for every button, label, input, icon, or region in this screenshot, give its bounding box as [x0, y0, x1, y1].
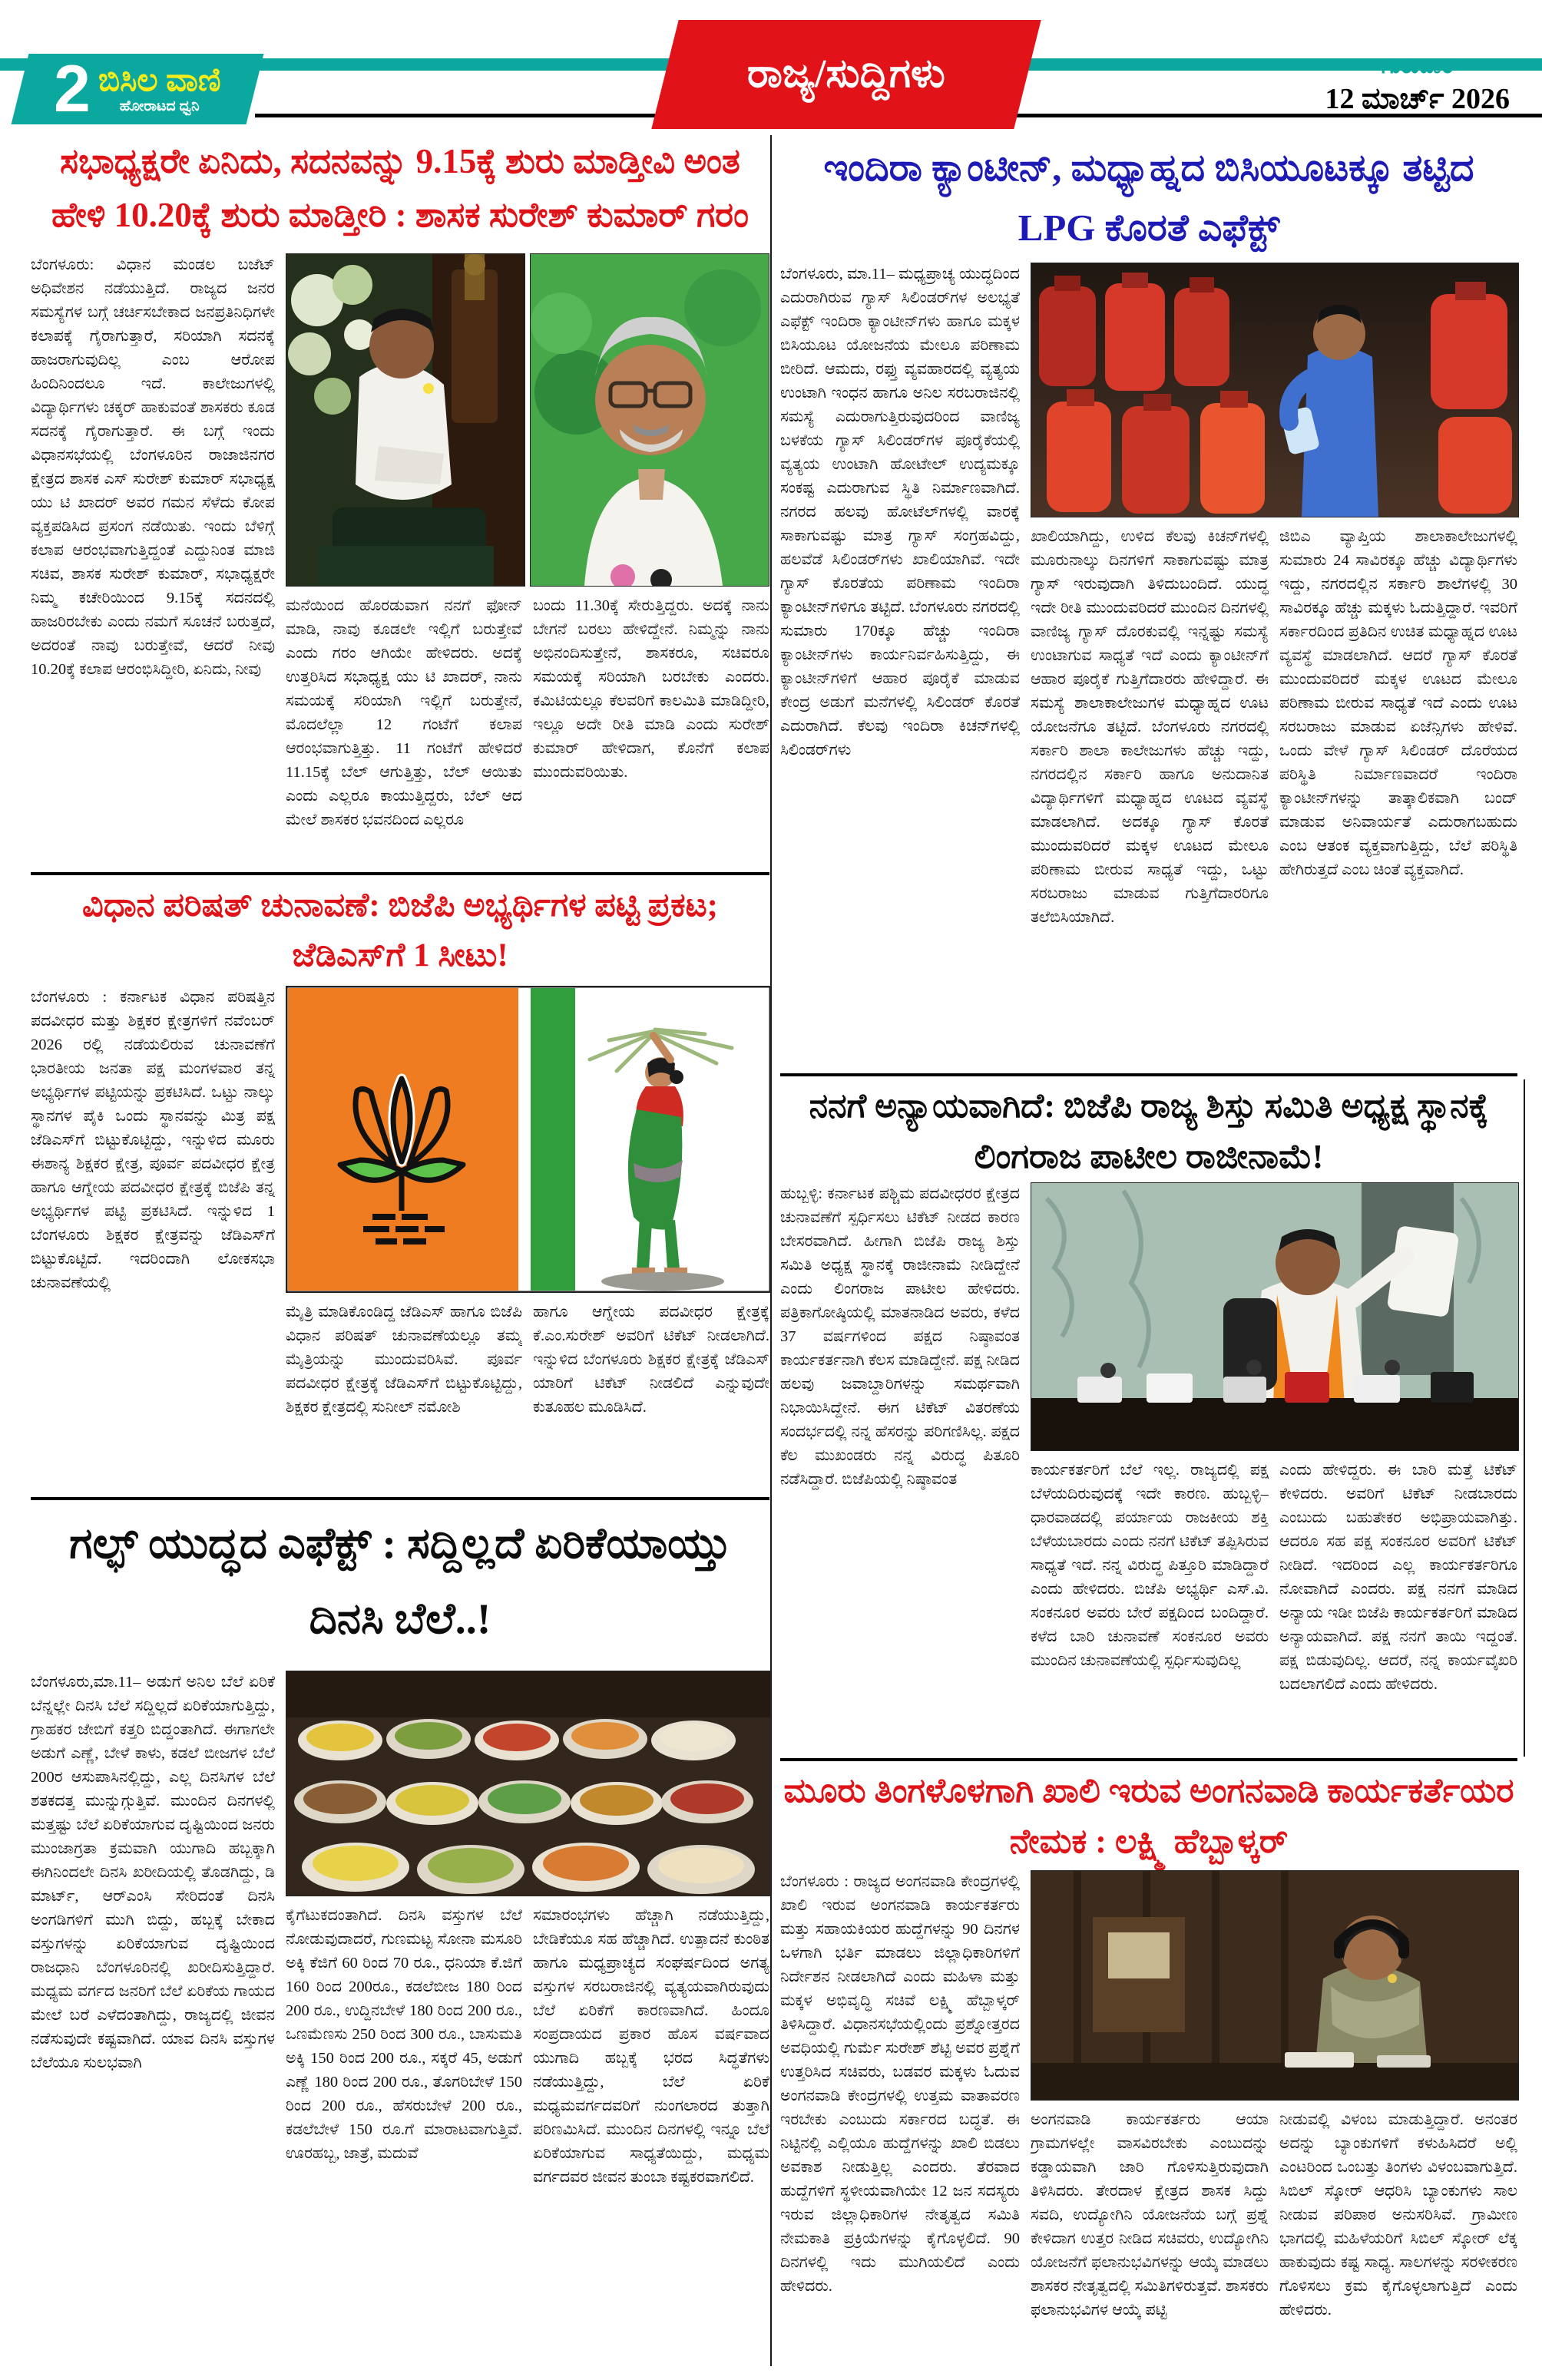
right-edge-rule: [1524, 1079, 1525, 1757]
section-banner: [651, 20, 1041, 129]
article-column: ಕಾರ್ಯಕರ್ತರಿಗೆ ಬೆಲೆ ಇಲ್ಲ. ರಾಜ್ಯದಲ್ಲಿ ಪಕ್ಷ ಬೆಳೆಯದಿರುವುದಕ್ಕೆ ಇದೇ ಕಾರಣ. ಹುಬ್ಬಳ್ಳಿ–ಧಾರವಾಡದಲ್ಲಿ ಪರ್ಯಾಯ ರಾಜಕೀಯ ಶಕ್ತಿ ಬೆಳೆಯಬಾರದು ಎಂದು ನನಗೆ ಟಿಕೆಟ್ ತಪ್ಪಿಸಿರುವ ಸಾಧ್ಯತೆ ಇದೆ. ನನ್ನ ವಿರುದ್ಧ ಪಿತ್ತೂರಿ ಮಾಡಿದ್ದಾರೆ ಎಂದು ಹೇಳಿದರು. ಬಿಜೆಪಿ ಅಭ್ಯರ್ಥಿ ಎಸ್.ವಿ. ಸಂಕನೂರ ಅವರು ಬೇರೆ ಪಕ್ಷದಿಂದ ಬಂದಿದ್ದಾರೆ. ಕಳೆದ ಬಾರಿ ಚುನಾವಣೆ ಸಂಕನೂರ ಅವರು ಮುಂದಿನ ಚುನಾವಣೆಯಲ್ಲಿ ಸ್ಪರ್ಧಿಸುವುದಿಲ್ಲ: [1031, 1462, 1269, 1669]
lingaraj-patil-press-meet-photo: [1031, 1182, 1519, 1451]
masthead-tagline: ಹೋರಾಟದ ಧ್ವನಿ: [119, 98, 200, 114]
article-column: ಬೆಂಗಳೂರು : ರಾಜ್ಯದ ಅಂಗನವಾಡಿ ಕೇಂದ್ರಗಳಲ್ಲಿ ಖಾಲಿ ಇರುವ ಅಂಗನವಾಡಿ ಕಾರ್ಯಕರ್ತರು ಮತ್ತು ಸಹಾಯಕಿಯರ ಹುದ್ದೆಗಳನ್ನು 90 ದಿನಗಳ ಒಳಗಾಗಿ ಭರ್ತಿ ಮಾಡಲು ಜಿಲ್ಲಾಧಿಕಾರಿಗಳಿಗೆ ನಿರ್ದೇಶನ ನೀಡಲಾಗಿದೆ ಎಂದು ಮಹಿಳಾ ಮತ್ತು ಮಕ್ಕಳ ಅಭಿವೃದ್ಧಿ ಸಚಿವೆ ಲಕ್ಷ್ಮಿ ಹೆಬ್ಬಾಳ್ಕರ್ ತಿಳಿಸಿದ್ದಾರೆ. ವಿಧಾನಸಭೆಯಲ್ಲಿಂದು ಪ್ರಶ್ನೋತ್ತರದ ಅವಧಿಯಲ್ಲಿ ಗುರ್ಮೆ ಸುರೇಶ್ ಶೆಟ್ಟಿ ಅವರ ಪ್ರಶ್ನೆಗೆ ಉತ್ತರಿಸಿದ ಸಚಿವರು, ಬಡವರ ಮಕ್ಕಳು ಓದುವ ಅಂಗನವಾಡಿ ಕೇಂದ್ರಗಳಲ್ಲಿ ಉತ್ತಮ ವಾತಾವರಣ ಇರಬೇಕು ಎಂಬುದು ಸರ್ಕಾರದ ಬದ್ಧತೆ. ಈ ನಿಟ್ಟಿನಲ್ಲಿ ಎಲ್ಲಿಯೂ ಹುದ್ದೆಗಳನ್ನು ಖಾಲಿ ಬಿಡಲು ಅವಕಾಶ ನೀಡುತ್ತಿಲ್ಲ ಎಂದರು. ತೆರವಾದ ಹುದ್ದೆಗಳಿಗೆ ಸ್ಥಳೀಯವಾಗಿಯೇ 12 ಜನ ಸದಸ್ಯರು ಇರುವ ಜಿಲ್ಲಾಧಿಕಾರಿಗಳ ನೇತೃತ್ವದ ಸಮಿತಿ ನೇಮಕಾತಿ ಪ್ರಕ್ರಿಯೆಗಳನ್ನು ಕೈಗೊಳ್ಳಲಿದೆ. 90 ದಿನಗಳಲ್ಲಿ ಇದು ಮುಗಿಯಲಿದೆ ಎಂದು ಹೇಳಿದರು.: [780, 1873, 1020, 2295]
article-lpg-shortage: [780, 138, 1517, 1066]
section-divider: [31, 872, 769, 875]
article-column: ಬೆಂಗಳೂರು, ಮಾ.11– ಮಧ್ಯಪ್ರಾಚ್ಯ ಯುದ್ಧದಿಂದ ಎದುರಾಗಿರುವ ಗ್ಯಾಸ್ ಸಿಲಿಂಡರ್‌ಗಳ ಅಲಭ್ಯತೆ ಎಫೆಕ್ಟ್ ಇಂದಿರಾ ಕ್ಯಾಂಟೀನ್‌ಗಳು ಹಾಗೂ ಮಕ್ಕಳ ಬಿಸಿಯೂಟ ಯೋಜನೆಯ ಮೇಲೂ ಪರಿಣಾಮ ಬೀರಿದೆ. ಆಮದು, ರಫ್ತು ವ್ಯವಹಾರದಲ್ಲಿ ವ್ಯತ್ಯಯ ಉಂಟಾಗಿ ಇಂಧನ ಹಾಗೂ ಅನಿಲ ಸರಬರಾಜಿನಲ್ಲಿ ಸಮಸ್ಯೆ ಎದುರಾಗುತ್ತಿರುವುದರಿಂದ ವಾಣಿಜ್ಯ ಬಳಕೆಯ ಗ್ಯಾಸ್ ಸಿಲಿಂಡರ್‌ಗಳ ಪೂರೈಕೆಯಲ್ಲಿ ವ್ಯತ್ಯಯ ಉಂಟಾಗಿ ಹೋಟೇಲ್ ಉದ್ಯಮಕ್ಕೂ ಸಂಕಷ್ಟ ಎದುರಾಗುವ ಸ್ಥಿತಿ ನಿರ್ಮಾಣವಾಗಿದೆ. ನಗರದ ಹಲವು ಹೋಟೆಲ್‌ಗಳಲ್ಲಿ ವಾರಕ್ಕೆ ಸಾಕಾಗುವಷ್ಟು ಮಾತ್ರ ಗ್ಯಾಸ್ ಸಂಗ್ರಹವಿದ್ದು, ಹಲವೆಡೆ ಸಿಲಿಂಡರ್‌ಗಳು ಖಾಲಿಯಾಗಿವೆ. ಇದೇ ಗ್ಯಾಸ್ ಕೊರತೆಯ ಪರಿಣಾಮ ಇಂದಿರಾ ಕ್ಯಾಂಟೀನ್‌ಗಳಿಗೂ ತಟ್ಟಿದೆ. ಬೆಂಗಳೂರು ನಗರದಲ್ಲಿ ಸುಮಾರು 170ಕ್ಕೂ ಹೆಚ್ಚು ಇಂದಿರಾ ಕ್ಯಾಂಟೀನ್‌ಗಳು ಕಾರ್ಯನಿರ್ವಹಿಸುತ್ತಿದ್ದು, ಈ ಕ್ಯಾಂಟೀನ್‌ಗಳಿಗೆ ಆಹಾರ ಪೂರೈಕೆ ಮಾಡುವ ಕೇಂದ್ರ ಅಡುಗೆ ಮನೆಗಳಲ್ಲಿ ಸಿಲಿಂಡರ್ ಕೊರತೆ ಎದುರಾಗಿದೆ. ಕೆಲವು ಇಂದಿರಾ ಕಿಚನ್‌ಗಳಲ್ಲಿ ಸಿಲಿಂಡರ್‌ಗಳು: [780, 266, 1020, 759]
article-column: ಬೆಂಗಳೂರು: ವಿಧಾನ ಮಂಡಲ ಬಜೆಟ್ ಅಧಿವೇಶನ ನಡೆಯುತ್ತಿದೆ. ರಾಜ್ಯದ ಜನರ ಸಮಸ್ಯೆಗಳ ಬಗ್ಗೆ ಚರ್ಚಿಸಬೇಕಾದ ಜನಪ್ರತಿನಿಧಿಗಳೇ ಕಲಾಪಕ್ಕೆ ಗೈರಾಗುತ್ತಾರೆ, ಸರಿಯಾಗಿ ಸದನಕ್ಕೆ ಹಾಜರಾಗುವುದಿಲ್ಲ ಎಂಬ ಆರೋಪ ಹಿಂದಿನಿಂದಲೂ ಇದೆ. ಕಾಲೇಜುಗಳಲ್ಲಿ ವಿದ್ಯಾರ್ಥಿಗಳು ಚಕ್ಕರ್ ಹಾಕುವಂತೆ ಶಾಸಕರು ಕೂಡ ಸದನಕ್ಕೆ ಗೈರಾಗುತ್ತಾರೆ. ಈ ಬಗ್ಗೆ ಇಂದು ವಿಧಾನಸಭೆಯಲ್ಲಿ ಬೆಂಗಳೂರಿನ ರಾಜಾಜಿನಗರ ಕ್ಷೇತ್ರದ ಶಾಸಕ ಎಸ್ ಸುರೇಶ್ ಕುಮಾರ್ ಸಭಾಧ್ಯಕ್ಷ ಯು ಟಿ ಖಾದರ್ ಅವರ ಗಮನ ಸೆಳೆದು ಕೋಪ ವ್ಯಕ್ತಪಡಿಸಿದ ಪ್ರಸಂಗ ನಡೆಯಿತು. ಇಂದು ಬೆಳಿಗ್ಗೆ ಕಲಾಪ ಆರಂಭವಾಗುತ್ತಿದ್ದಂತೆ ಎದ್ದುನಿಂತ ಮಾಜಿ ಸಚಿವ, ಶಾಸಕ ಸುರೇಶ್ ಕುಮಾರ್, ಸಭಾಧ್ಯಕ್ಷರೇ ನಿಮ್ಮ ಕಚೇರಿಯಿಂದ 9.15ಕ್ಕೆ ಸದನದಲ್ಲಿ ಹಾಜರಿರಬೇಕು ಎಂದು ನಮಗೆ ಸೂಚನೆ ಬರುತ್ತದೆ, ಅದರಂತೆ ನಾವು ಬರುತ್ತೇವೆ, ಆದರೆ ನೀವು 10.20ಕ್ಕೆ ಕಲಾಪ ಆರಂಭಿಸಿದ್ದೀರಿ, ಏನಿದು, ನೀವು: [31, 256, 275, 678]
article-column: ಜಿಬಿಎ ವ್ಯಾಪ್ತಿಯ ಶಾಲಾಕಾಲೇಜುಗಳಲ್ಲಿ ಸುಮಾರು 24 ಸಾವಿರಕ್ಕೂ ಹೆಚ್ಚು ವಿದ್ಯಾರ್ಥಿಗಳು ಇದ್ದು, ನಗರದಲ್ಲಿನ ಸರ್ಕಾರಿ ಶಾಲೆಗಳಲ್ಲಿ 30 ಸಾವಿರಕ್ಕೂ ಹೆಚ್ಚು ಮಕ್ಕಳು ಓದುತ್ತಿದ್ದಾರೆ. ಇವರಿಗೆ ಸರ್ಕಾರದಿಂದ ಪ್ರತಿದಿನ ಉಚಿತ ಮಧ್ಯಾಹ್ನದ ಊಟ ವ್ಯವಸ್ಥೆ ಮಾಡಲಾಗಿದೆ. ಆದರೆ ಗ್ಯಾಸ್ ಕೊರತೆ ಮುಂದುವರಿದರೆ ಮಕ್ಕಳ ಊಟದ ಮೇಲೂ ಪರಿಣಾಮ ಬೀರುವ ಸಾಧ್ಯತೆ ಇದೆ ಎಂದು ಊಟ ಸರಬರಾಜು ಮಾಡುವ ಏಜೆನ್ಸಿಗಳು ಹೇಳಿವೆ. ಒಂದು ವೇಳೆ ಗ್ಯಾಸ್ ಸಿಲಿಂಡರ್ ದೊರೆಯದ ಪರಿಸ್ಥಿತಿ ನಿರ್ಮಾಣವಾದರೆ ಇಂದಿರಾ ಕ್ಯಾಂಟೀನ್‌ಗಳನ್ನು ತಾತ್ಕಾಲಿಕವಾಗಿ ಬಂದ್ ಮಾಡುವ ಅನಿವಾರ್ಯತೆ ಎದುರಾಗಬಹುದು ಎಂಬ ಆತಂಕ ವ್ಯಕ್ತವಾಗುತ್ತಿದ್ದು, ಬೆಲೆ ಪರಿಸ್ಥಿತಿ ಹೇಗಿರುತ್ತದೆ ಎಂಬ ಚಿಂತೆ ವ್ಯಕ್ತವಾಗಿದೆ.: [1279, 528, 1517, 878]
mla-suresh-kumar-photo: [530, 253, 769, 587]
article-speaker-suresh-kumar: [31, 135, 769, 868]
article-column: ಕೈಗೆಟುಕದಂತಾಗಿದೆ. ದಿನಸಿ ವಸ್ತುಗಳ ಬೆಲೆ ನೋಡುವುದಾದರೆ, ಗುಣಮಟ್ಟ ಸೋನಾ ಮಸೂರಿ ಅಕ್ಕಿ ಕೆಜಿಗೆ 60 ರಿಂದ 70 ರೂ., ಧನಿಯಾ ಕೆ.ಜಿಗೆ 160 ರಿಂದ 200ರೂ., ಕಡಲೆಬೀಜ 180 ರಿಂದ 200 ರೂ., ಉದ್ದಿನಬೇಳೆ 180 ರಿಂದ 200 ರೂ., ಒಣಮೆಣಸು 250 ರಿಂದ 300 ರೂ., ಬಾಸುಮತಿ ಅಕ್ಕಿ 150 ರಿಂದ 200 ರೂ., ಸಕ್ಕರೆ 45, ಅಡುಗೆ ಎಣ್ಣೆ 180 ರಿಂದ 200 ರೂ., ತೊಗರಿಬೇಳೆ 150 ರಿಂದ 200 ರೂ., ಹೆಸರುಬೇಳೆ 200 ರೂ., ಕಡಲೆಬೇಳೆ 150 ರೂ.ಗೆ ಮಾರಾಟವಾಗುತ್ತಿವೆ. ಊರಹಬ್ಬ, ಜಾತ್ರೆ, ಮದುವೆ: [286, 1907, 522, 2162]
section-divider: [31, 1497, 769, 1500]
section-title: ರಾಜ್ಯ/ಸುದ್ದಿಗಳು: [747, 52, 945, 96]
date-label: 12 ಮಾರ್ಚ್ 2026: [1325, 83, 1510, 115]
speaker-ut-khader-assembly-photo: [286, 253, 525, 587]
article-headline: ಸಭಾಧ್ಯಕ್ಷರೇ ಏನಿದು, ಸದನವನ್ನು 9.15ಕ್ಕೆ ಶುರು ಮಾಡ್ತೀವಿ ಅಂತ ಹೇಳಿ 10.20ಕ್ಕೆ ಶುರು ಮಾಡ್ತೀರಿ : ಶಾಸಕ ಸುರೇಶ್ ಕುಮಾರ್ ಗರಂ: [51, 142, 749, 234]
article-column: ಹುಬ್ಬಳ್ಳಿ: ಕರ್ನಾಟಕ ಪಶ್ಚಿಮ ಪದವೀಧರರ ಕ್ಷೇತ್ರದ ಚುನಾವಣೆಗೆ ಸ್ಪರ್ಧಿಸಲು ಟಿಕೆಟ್ ನೀಡದ ಕಾರಣ ಬೇಸರವಾಗಿದೆ. ಹೀಗಾಗಿ ಬಿಜೆಪಿ ರಾಜ್ಯ ಶಿಸ್ತು ಸಮಿತಿ ಅಧ್ಯಕ್ಷ ಸ್ಥಾನಕ್ಕೆ ರಾಜೀನಾಮೆ ನೀಡಿದ್ದೇನೆ ಎಂದು ಲಿಂಗರಾಜ ಪಾಟೀಲ ಹೇಳಿದರು. ಪತ್ರಿಕಾಗೋಷ್ಠಿಯಲ್ಲಿ ಮಾತನಾಡಿದ ಅವರು, ಕಳೆದ 37 ವರ್ಷಗಳಿಂದ ಪಕ್ಷದ ನಿಷ್ಠಾವಂತ ಕಾರ್ಯಕರ್ತನಾಗಿ ಕೆಲಸ ಮಾಡಿದ್ದೇನೆ. ಪಕ್ಷ ನೀಡಿದ ಹಲವು ಜವಾಬ್ದಾರಿಗಳನ್ನು ಸಮರ್ಥವಾಗಿ ನಿಭಾಯಿಸಿದ್ದೇನೆ. ಈಗ ಟಿಕೆಟ್ ವಿತರಣೆಯ ಸಂದರ್ಭದಲ್ಲಿ ನನ್ನ ಹೆಸರನ್ನು ಪರಿಗಣಿಸಿಲ್ಲ. ಪಕ್ಷದ ಕೆಲ ಮುಖಂಡರು ನನ್ನ ವಿರುದ್ಧ ಪಿತೂರಿ ನಡೆಸಿದ್ದಾರೆ. ಬಿಜೆಪಿಯಲ್ಲಿ ನಿಷ್ಠಾವಂತ: [780, 1185, 1020, 1488]
page-number: 2: [54, 52, 91, 126]
article-column: ಬಂದು 11.30ಕ್ಕೆ ಸೇರುತ್ತಿದ್ದರು. ಅದಕ್ಕೆ ನಾನು ಬೇಗನೆ ಬರಲು ಹೇಳಿದ್ದೇನೆ. ನಿಮ್ಮನ್ನು ನಾನು ಅಭಿನಂದಿಸುತ್ತೇನೆ, ಶಾಸಕರೂ, ಸಚಿವರೂ ಸಮಯಕ್ಕೆ ಸರಿಯಾಗಿ ಬರಬೇಕು ಎಂದರು. ಕಮಿಟಿಯಲ್ಲೂ ಕೆಲವರಿಗೆ ಕಾಲಮಿತಿ ಮಾಡಿದ್ದೀರಿ, ಇಲ್ಲೂ ಅದೇ ರೀತಿ ಮಾಡಿ ಎಂದು ಸುರೇಶ್ ಕುಮಾರ್ ಹೇಳಿದಾಗ, ಕೊನೆಗೆ ಕಲಾಪ ಮುಂದುವರಿಯಿತು.: [533, 597, 769, 781]
article-photos: [286, 253, 769, 587]
section-divider: [780, 1758, 1517, 1761]
article-column: ಖಾಲಿಯಾಗಿದ್ದು, ಉಳಿದ ಕೆಲವು ಕಿಚನ್‌ಗಳಲ್ಲಿ ಮೂರುನಾಲ್ಕು ದಿನಗಳಿಗೆ ಸಾಕಾಗುವಷ್ಟು ಮಾತ್ರ ಗ್ಯಾಸ್ ಇರುವುದಾಗಿ ತಿಳಿದುಬಂದಿದೆ. ಯುದ್ಧ ಇದೇ ರೀತಿ ಮುಂದುವರಿದರೆ ಮುಂದಿನ ದಿನಗಳಲ್ಲಿ ವಾಣಿಜ್ಯ ಗ್ಯಾಸ್ ದೊರಕುವಲ್ಲಿ ಇನ್ನಷ್ಟು ಸಮಸ್ಯೆ ಉಂಟಾಗುವ ಸಾಧ್ಯತೆ ಇದೆ ಎಂದು ಕ್ಯಾಂಟೀನ್‌ಗೆ ಆಹಾರ ಪೂರೈಕೆ ಗುತ್ತಿಗೆದಾರರು ಹೇಳಿದ್ದಾರೆ. ಈ ಸಮಸ್ಯೆ ಶಾಲಾಕಾಲೇಜುಗಳ ಮಧ್ಯಾಹ್ನದ ಊಟ ಯೋಜನೆಗೂ ತಟ್ಟಿದೆ. ಬೆಂಗಳೂರು ನಗರದಲ್ಲಿ ಸರ್ಕಾರಿ ಶಾಲಾ ಕಾಲೇಜುಗಳು ಹೆಚ್ಚು ಇದ್ದು, ನಗರದಲ್ಲಿನ ಸರ್ಕಾರಿ ಹಾಗೂ ಅನುದಾನಿತ ವಿದ್ಯಾರ್ಥಿಗಳಿಗೆ ಮಧ್ಯಾಹ್ನದ ಊಟದ ವ್ಯವಸ್ಥೆ ಮಾಡಲಾಗಿದೆ. ಅದಕ್ಕೂ ಗ್ಯಾಸ್ ಕೊರತೆ ಮುಂದುವರಿದರೆ ಮಕ್ಕಳ ಊಟದ ಮೇಲೂ ಪರಿಣಾಮ ಬೀರುವ ಸಾಧ್ಯತೆ ಇದ್ದು, ಒಟ್ಟು ಸರಬರಾಜು ಮಾಡುವ ಗುತ್ತಿಗೆದಾರರಿಗೂ ತಲೆಬಿಸಿಯಾಗಿದೆ.: [1031, 528, 1269, 926]
section-divider: [780, 1073, 1517, 1076]
article-lingaraj-patil-resignation: [780, 1081, 1517, 1749]
article-bjp-candidate-list: [31, 881, 769, 1494]
article-headline: ಇಂದಿರಾ ಕ್ಯಾಂಟೀನ್, ಮಧ್ಯಾಹ್ನದ ಬಿಸಿಯೂಟಕ್ಕೂ ತಟ್ಟಿದ LPG ಕೊರತೆ ಎಫೆಕ್ಟ್: [823, 147, 1474, 250]
bjp-lotus-flag-and-jds-woman-symbol-image: [286, 986, 771, 1293]
article-column: ಮನೆಯಿಂದ ಹೊರಡುವಾಗ ನನಗೆ ಫೋನ್ ಮಾಡಿ, ನಾವು ಕೂಡಲೇ ಇಲ್ಲಿಗೆ ಬರುತ್ತೇವೆ ಎಂದು ಗರಂ ಆಗಿಯೇ ಹೇಳಿದರು. ಅದಕ್ಕೆ ಉತ್ತರಿಸಿದ ಸಭಾಧ್ಯಕ್ಷ ಯು ಟಿ ಖಾದರ್, ನಾನು ಸಮಯಕ್ಕೆ ಸರಿಯಾಗಿ ಇಲ್ಲಿಗೆ ಬರುತ್ತೇನೆ, ಮೊದಲೆಲ್ಲಾ 12 ಗಂಟೆಗೆ ಕಲಾಪ ಆರಂಭವಾಗುತ್ತಿತ್ತು. 11 ಗಂಟೆಗೆ ಹೇಳಿದರೆ 11.15ಕ್ಕೆ ಬೆಲ್ ಆಗುತ್ತಿತ್ತು, ಬೆಲ್ ಆಯಿತು ಎಂದು ಎಲ್ಲರೂ ಕಾಯುತ್ತಿದ್ದರು, ಬೆಲ್ ಆದ ಮೇಲೆ ಶಾಸಕರ ಭವನದಿಂದ ಎಲ್ಲರೂ: [286, 597, 522, 828]
article-headline: ನನಗೆ ಅನ್ಯಾಯವಾಗಿದೆ: ಬಿಜೆಪಿ ರಾಜ್ಯ ಶಿಸ್ತು ಸಮಿತಿ ಅಧ್ಯಕ್ಷ ಸ್ಥಾನಕ್ಕೆ ಲಿಂಗರಾಜ ಪಾಟೀಲ ರಾಜೀನಾಮೆ!: [809, 1087, 1489, 1175]
article-column: ನೀಡುವಲ್ಲಿ ವಿಳಂಬ ಮಾಡುತ್ತಿದ್ದಾರೆ. ಅನಂತರ ಅದನ್ನು ಬ್ಯಾಂಕುಗಳಿಗೆ ಕಳುಹಿಸಿದರೆ ಅಲ್ಲಿ ಎಂಟರಿಂದ ಒಂಬತ್ತು ತಿಂಗಳು ವಿಳಂಬವಾಗುತ್ತಿದೆ. ಸಿಬಿಲ್ ಸ್ಕೋರ್ ಆಧರಿಸಿ ಬ್ಯಾಂಕುಗಳು ಸಾಲ ನೀಡುವ ಪರಿಪಾಠ ಅನುಸರಿಸಿವೆ. ಗ್ರಾಮೀಣ ಭಾಗದಲ್ಲಿ ಮಹಿಳೆಯರಿಗೆ ಸಿಬಿಲ್ ಸ್ಕೋರ್ ಲೆಕ್ಕ ಹಾಕುವುದು ಕಷ್ಟ ಸಾಧ್ಯ. ಸಾಲಗಳನ್ನು ಸರಳೀಕರಣ ಗೊಳಿಸಲು ಕ್ರಮ ಕೈಗೊಳ್ಳಲಾಗುತ್ತಿದೆ ಎಂದು ಹೇಳಿದರು.: [1279, 2111, 1517, 2319]
article-column: ಸಮಾರಂಭಗಳು ಹೆಚ್ಚಾಗಿ ನಡೆಯುತ್ತಿದ್ದು, ಬೇಡಿಕೆಯೂ ಸಹ ಹೆಚ್ಚಾಗಿದೆ. ಉತ್ಪಾದನೆ ಕುಂಠಿತ ಹಾಗೂ ಮಧ್ಯಪ್ರಾಚ್ಯದ ಸಂಘರ್ಷದಿಂದ ಅಗತ್ಯ ವಸ್ತುಗಳ ಸರಬರಾಜಿನಲ್ಲಿ ವ್ಯತ್ಯಯವಾಗಿರುವುದು ಬೆಲೆ ಏರಿಕೆಗೆ ಕಾರಣವಾಗಿದೆ. ಹಿಂದೂ ಸಂಪ್ರದಾಯದ ಪ್ರಕಾರ ಹೊಸ ವರ್ಷವಾದ ಯುಗಾದಿ ಹಬ್ಬಕ್ಕೆ ಭರದ ಸಿದ್ಧತೆಗಳು ನಡೆಯುತ್ತಿದ್ದು, ಬೆಲೆ ಏರಿಕೆ ಮಧ್ಯಮವರ್ಗದವರಿಗೆ ನುಂಗಲಾರದ ತುತ್ತಾಗಿ ಪರಿಣಮಿಸಿದೆ. ಮುಂದಿನ ದಿನಗಳಲ್ಲಿ ಇನ್ನೂ ಬೆಲೆ ಏರಿಕೆಯಾಗುವ ಸಾಧ್ಯತೆಯಿದ್ದು, ಮಧ್ಯಮ ವರ್ಗದವರ ಜೀವನ ತುಂಬಾ ಕಷ್ಟಕರವಾಗಲಿದೆ.: [533, 1907, 769, 2186]
minister-lakshmi-hebbalkar-assembly-photo: [1031, 1870, 1519, 2101]
article-headline: ವಿಧಾನ ಪರಿಷತ್ ಚುನಾವಣೆ: ಬಿಜೆಪಿ ಅಭ್ಯರ್ಥಿಗಳ ಪಟ್ಟಿ ಪ್ರಕಟ; ಜೆಡಿಎಸ್‌ಗೆ 1 ಸೀಟು!: [81, 888, 718, 973]
article-column: ಬೆಂಗಳೂರು,ಮಾ.11– ಅಡುಗೆ ಅನಿಲ ಬೆಲೆ ಏರಿಕೆ ಬೆನ್ನಲ್ಲೇ ದಿನಸಿ ಬೆಲೆ ಸದ್ದಿಲ್ಲದೆ ಏರಿಕೆಯಾಗುತ್ತಿದ್ದು, ಗ್ರಾಹಕರ ಜೇಬಿಗೆ ಕತ್ತರಿ ಬಿದ್ದಂತಾಗಿದೆ. ಈಗಾಗಲೇ ಅಡುಗೆ ಎಣ್ಣೆ, ಬೇಳೆ ಕಾಳು, ಕಡಲೆ ಬೀಜಗಳ ಬೆಲೆ 200ರ ಆಸುಪಾಸಿನಲ್ಲಿದ್ದು, ಎಲ್ಲ ದಿನಸಿಗಳ ಬೆಲೆ ಶತಕದತ್ತ ಮುನ್ನುಗ್ಗುತ್ತಿವೆ. ಮುಂದಿನ ದಿನಗಳಲ್ಲಿ ಮತ್ತಷ್ಟು ಬೆಲೆ ಏರಿಕೆಯಾಗುವ ದೃಷ್ಟಿಯಿಂದ ಜನರು ಮುಂಜಾಗ್ರತಾ ಕ್ರಮವಾಗಿ ಯುಗಾದಿ ಹಬ್ಬಕ್ಕಾಗಿ ಈಗಿನಿಂದಲೇ ದಿನಸಿ ಖರೀದಿಯಲ್ಲಿ ತೊಡಗಿದ್ದು, ಡಿ ಮಾರ್ಟ್, ಆರ್‌ಎಂಸಿ ಸೇರಿದಂತೆ ದಿನಸಿ ಅಂಗಡಿಗಳಿಗೆ ಮುಗಿ ಬಿದ್ದು, ಹಬ್ಬಕ್ಕೆ ಬೇಕಾದ ವಸ್ತುಗಳನ್ನು ಏರಿಕೆಯಾಗುವ ದೃಷ್ಟಿಯಿಂದ ರಾಜಧಾನಿ ಬೆಂಗಳೂರಿನಲ್ಲಿ ಖರೀದಿಸುತ್ತಿದ್ದಾರೆ. ಮಧ್ಯಮ ವರ್ಗದ ಜನರಿಗೆ ಬೆಲೆ ಏರಿಕೆಯ ಗಾಯದ ಮೇಲೆ ಬರೆ ಎಳೆದಂತಾಗಿದ್ದು, ರಾಜ್ಯದಲ್ಲಿ ಜೀವನ ನಡೆಸುವುದೇ ಕಷ್ಟವಾಗಿದೆ. ಯಾವ ದಿನಸಿ ವಸ್ತುಗಳ ಬೆಲೆಯೂ ಸುಲಭವಾಗಿ: [31, 1674, 275, 2071]
masthead-title: ಬಿಸಿಲ ವಾಣಿ: [98, 63, 221, 98]
article-column: ಹಾಗೂ ಆಗ್ನೇಯ ಪದವೀಧರ ಕ್ಷೇತ್ರಕ್ಕೆ ಕೆ.ಎಂ.ಸುರೇಶ್ ಅವರಿಗೆ ಟಿಕೆಟ್ ನೀಡಲಾಗಿದೆ. ಇನ್ನುಳಿದ ಬೆಂಗಳೂರು ಶಿಕ್ಷಕರ ಕ್ಷೇತ್ರಕ್ಕೆ ಜೆಡಿಎಸ್ ಯಾರಿಗೆ ಟಿಕೆಟ್ ನೀಡಲಿದೆ ಎನ್ನುವುದೇ ಕುತೂಹಲ ಮೂಡಿಸಿದೆ.: [533, 1304, 769, 1416]
article-column: ಎಂದು ಹೇಳಿದ್ದರು. ಈ ಬಾರಿ ಮತ್ತೆ ಟಿಕೆಟ್ ಕೇಳಿದರು. ಅವರಿಗೆ ಟಿಕೆಟ್ ನೀಡಬಾರದು ಎಂಬುದು ಬಹುತೇಕರ ಅಭಿಪ್ರಾಯವಾಗಿತ್ತು. ಆದರೂ ಸಹ ಪಕ್ಷ ಸಂಕನೂರ ಅವರಿಗೆ ಟಿಕೆಟ್ ನೀಡಿದೆ. ಇದರಿಂದ ಎಲ್ಲ ಕಾರ್ಯಕರ್ತರಿಗೂ ನೋವಾಗಿದೆ ಎಂದರು. ಪಕ್ಷ ನನಗೆ ಮಾಡಿದ ಅನ್ಯಾಯ ಇಡೀ ಬಿಜೆಪಿ ಕಾರ್ಯಕರ್ತರಿಗೆ ಮಾಡಿದ ಅನ್ಯಾಯವಾಗಿದೆ. ಪಕ್ಷ ನನಗೆ ತಾಯಿ ಇದ್ದಂತೆ. ಪಕ್ಷ ಬಿಡುವುದಿಲ್ಲ. ಆದರೆ, ನನ್ನ ಕಾರ್ಯವೈಖರಿ ಬದಲಾಗಲಿದೆ ಎಂದು ಹೇಳಿದರು.: [1279, 1462, 1517, 1693]
article-headline: ಗಲ್ಫ್ ಯುದ್ಧದ ಎಫೆಕ್ಟ್ : ಸದ್ದಿಲ್ಲದೆ ಏರಿಕೆಯಾಯ್ತು ದಿನಸಿ ಬೆಲೆ..!: [69, 1520, 731, 1643]
article-anganwadi-recruitment: [780, 1766, 1517, 2363]
grocery-pulses-market-photo: [286, 1671, 771, 1896]
article-column: ಬೆಂಗಳೂರು : ಕರ್ನಾಟಕ ವಿಧಾನ ಪರಿಷತ್ತಿನ ಪದವೀಧರ ಮತ್ತು ಶಿಕ್ಷಕರ ಕ್ಷೇತ್ರಗಳಿಗೆ ನವೆಂಬರ್ 2026 ರಲ್ಲಿ ನಡೆಯಲಿರುವ ಚುನಾವಣೆಗೆ ಭಾರತೀಯ ಜನತಾ ಪಕ್ಷ ಮಂಗಳವಾರ ತನ್ನ ಅಭ್ಯರ್ಥಿಗಳ ಪಟ್ಟಿಯನ್ನು ಪ್ರಕಟಿಸಿದೆ. ಒಟ್ಟು ನಾಲ್ಕು ಸ್ಥಾನಗಳ ಪೈಕಿ ಒಂದು ಸ್ಥಾನವನ್ನು ಮಿತ್ರ ಪಕ್ಷ ಜೆಡಿಎಸ್‌ಗೆ ಬಿಟ್ಟುಕೊಟ್ಟಿದ್ದು, ಇನ್ನುಳಿದ ಮೂರು ಈಶಾನ್ಯ ಶಿಕ್ಷಕರ ಕ್ಷೇತ್ರ, ಪೂರ್ವ ಪದವೀಧರ ಕ್ಷೇತ್ರ ಹಾಗೂ ಆಗ್ನೇಯ ಪದವೀಧರ ಕ್ಷೇತ್ರಕ್ಕೆ ಬಿಜೆಪಿ ತನ್ನ ಅಭ್ಯರ್ಥಿಗಳ ಪಟ್ಟಿ ಪ್ರಕಟಿಸಿದೆ. ಇನ್ನುಳಿದ 1 ಬೆಂಗಳೂರು ಶಿಕ್ಷಕರ ಕ್ಷೇತ್ರವನ್ನು ಜೆಡಿಎಸ್‌ಗೆ ಬಿಟ್ಟುಕೊಟ್ಟಿದೆ. ಇದರಿಂದಾಗಿ ಲೋಕಸಭಾ ಚುನಾವಣೆಯಲ್ಲಿ: [31, 989, 275, 1291]
article-headline: ಮೂರು ತಿಂಗಳೊಳಗಾಗಿ ಖಾಲಿ ಇರುವ ಅಂಗನವಾಡಿ ಕಾರ್ಯಕರ್ತೆಯರ ನೇಮಕ : ಲಕ್ಷ್ಮಿ ಹೆಬ್ಬಾಳ್ಕರ್: [783, 1772, 1514, 1860]
date-block: [1325, 54, 1510, 116]
article-column: ಅಂಗನವಾಡಿ ಕಾರ್ಯಕರ್ತರು ಆಯಾ ಗ್ರಾಮಗಳಲ್ಲೇ ವಾಸವಿರಬೇಕು ಎಂಬುದನ್ನು ಕಡ್ಡಾಯವಾಗಿ ಜಾರಿ ಗೊಳಿಸುತ್ತಿರುವುದಾಗಿ ತಿಳಿಸಿದರು. ತೇರದಾಳ ಕ್ಷೇತ್ರದ ಶಾಸಕ ಸಿದ್ದು ಸವದಿ, ಉದ್ಯೋಗಿನಿ ಯೋಜನೆಯ ಬಗ್ಗೆ ಪ್ರಶ್ನೆ ಕೇಳಿದಾಗ ಉತ್ತರ ನೀಡಿದ ಸಚಿವರು, ಉದ್ಯೋಗಿನಿ ಯೋಜನೆಗೆ ಫಲಾನುಭವಿಗಳನ್ನು ಆಯ್ಕೆ ಮಾಡಲು ಶಾಸಕರ ನೇತೃತ್ವದಲ್ಲಿ ಸಮಿತಿಗಳಿರುತ್ತವೆ. ಶಾಸಕರು ಫಲಾನುಭವಿಗಳ ಆಯ್ಕೆ ಪಟ್ಟಿ: [1031, 2111, 1269, 2319]
lpg-cylinders-godown-photo: [1031, 263, 1519, 517]
weekday-label: ಗುರುವಾರ: [1381, 54, 1454, 78]
masthead-brand: [12, 54, 264, 124]
article-gulf-war-grocery-prices: [31, 1506, 769, 2352]
article-column: ಮೈತ್ರಿ ಮಾಡಿಕೊಂಡಿದ್ದ ಜೆಡಿಎಸ್ ಹಾಗೂ ಬಿಜೆಪಿ ವಿಧಾನ ಪರಿಷತ್ ಚುನಾವಣೆಯಲ್ಲೂ ತಮ್ಮ ಮೈತ್ರಿಯನ್ನು ಮುಂದುವರಿಸಿವೆ. ಪೂರ್ವ ಪದವೀಧರ ಕ್ಷೇತ್ರಕ್ಕೆ ಜೆಡಿಎಸ್‌ಗೆ ಬಿಟ್ಟುಕೊಟ್ಟಿದ್ದು, ಶಿಕ್ಷಕರ ಕ್ಷೇತ್ರದಲ್ಲಿ ಸುನೀಲ್ ನಮೋಶಿ: [286, 1304, 522, 1416]
